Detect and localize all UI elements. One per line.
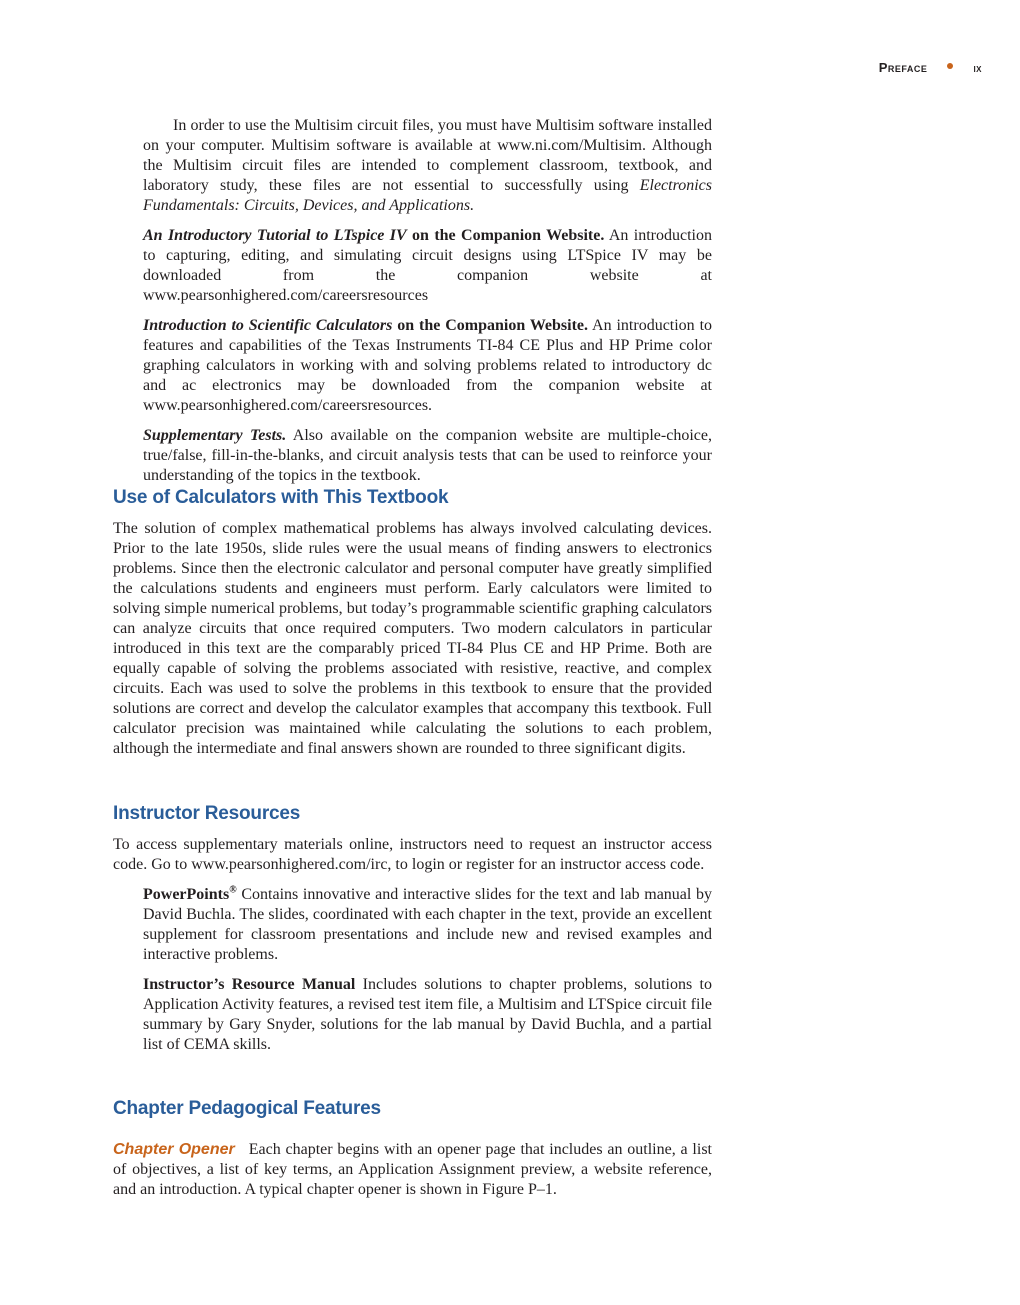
book-title-italic: Electronics Fundamentals: Circuits, Devices, and Applications. bbox=[143, 177, 712, 214]
powerpoints-title: PowerPoints bbox=[143, 886, 230, 903]
calculators-title: Introduction to Scientific Calculators bbox=[143, 317, 393, 334]
instructor-section bbox=[113, 802, 712, 1055]
ltspice-body: An introduction to capturing, editing, and simulating circuit designs using LTSpice IV may be downloaded from the companion website at www.pearsonhighered.com/careersresources bbox=[143, 227, 712, 304]
powerpoints-paragraph bbox=[143, 885, 712, 965]
running-head bbox=[879, 60, 982, 75]
ltspice-title: An Introductory Tutorial to LTspice IV bbox=[143, 227, 407, 244]
tests-paragraph bbox=[143, 426, 712, 486]
chapter-opener-label: Chapter Opener bbox=[113, 1141, 235, 1158]
manual-body: Includes solutions to chapter problems, solutions to Application Activity features, a revised test item file, a Multisim and LTSpice circuit file summary by Gary Snyder, solutions for the lab manual by David Buchla, and a partial list of CEMA skills. bbox=[143, 976, 712, 1053]
intro-block bbox=[113, 116, 712, 486]
calculators-body: An introduction to features and capabilities of the Texas Instruments TI-84 CE Plus and HP Prime color graphing calculators in working with and solving problems related to introductory dc and ac electronics may be downloaded from the companion website at www.pearsonhighered.com/careersresources. bbox=[143, 317, 713, 414]
pedagogy-section bbox=[113, 1097, 712, 1200]
calculators-section bbox=[113, 486, 712, 759]
powerpoints-body: Contains innovative and interactive slides for the text and lab manual by David Buchla. The slides, coordinated with each chapter in the text, provide an excellent supplement for classroom presentations and include new and revised examples and interactive problems. bbox=[143, 886, 712, 963]
multisim-paragraph bbox=[143, 116, 712, 216]
bullet-dot-icon bbox=[947, 63, 953, 69]
manual-paragraph bbox=[143, 975, 712, 1055]
multisim-text: In order to use the Multisim circuit files, you must have Multisim software installed on your computer. Multisim software is available at www.ni.com/Multisim. Although the Multisim circuit files are intended to complement classroom, textbook, and laboratory study, these files are not essential to successfully using bbox=[143, 117, 712, 194]
pedagogy-heading: Chapter Pedagogical Features bbox=[113, 1098, 381, 1119]
calculators-title-suffix: on the Companion Website. bbox=[392, 317, 589, 334]
registered-mark: ® bbox=[229, 884, 237, 896]
running-head-section: Preface bbox=[878, 60, 928, 75]
page-number: ix bbox=[973, 60, 982, 75]
ltspice-paragraph bbox=[143, 226, 712, 306]
chapter-opener-body: Each chapter begins with an opener page that includes an outline, a list of objectives, a list of key terms, an Application Assignment preview, a website reference, and an introduction. A typical chapter opener is shown in Figure P–1. bbox=[113, 1141, 712, 1198]
instructor-body: To access supplementary materials online, instructors need to request an instructor access code. Go to www.pearsonhighered.com/irc, to login or register for an instructor access code. bbox=[113, 836, 712, 873]
manual-title: Instructor’s Resource Manual bbox=[143, 976, 356, 993]
opener-paragraph bbox=[113, 1140, 712, 1200]
tests-title: Supplementary Tests. bbox=[143, 427, 287, 444]
calculators-paragraph bbox=[143, 316, 712, 416]
calculators-section-body: The solution of complex mathematical problems has always involved calculating devices. Prior to the late 1950s, slide rules were the usual means of finding answers to electronics problems. Since then the electronic calculator and personal computer have greatly simplified the calculations students and engineers must perform. Early calculators were limited to solving simple numerical problems, but today’s programmable scientific graphing calculators can analyze circuits that once required computers. Two modern calculators in particular introduced in this text are the comparably priced TI-84 Plus CE and HP Prime. Both are equally capable of solving the problems associated with resistive, reactive, and complex circuits. Each was used to solve the problems in this textbook to ensure that the provided solutions are correct and develop the calculator examples that accompany this textbook. Full calculator precision was maintained while calculating the solutions to each problem, although the intermediate and final answers shown are rounded to three significant digits. bbox=[113, 520, 712, 757]
calculators-heading: Use of Calculators with This Textbook bbox=[113, 487, 449, 508]
tests-body: Also available on the companion website are multiple-choice, true/false, fill-in-the-blanks, and circuit analysis tests that can be used to reinforce your understanding of the topics in the textbook. bbox=[143, 427, 712, 484]
ltspice-title-suffix: on the Companion Website. bbox=[406, 227, 605, 244]
instructor-heading: Instructor Resources bbox=[113, 803, 301, 824]
